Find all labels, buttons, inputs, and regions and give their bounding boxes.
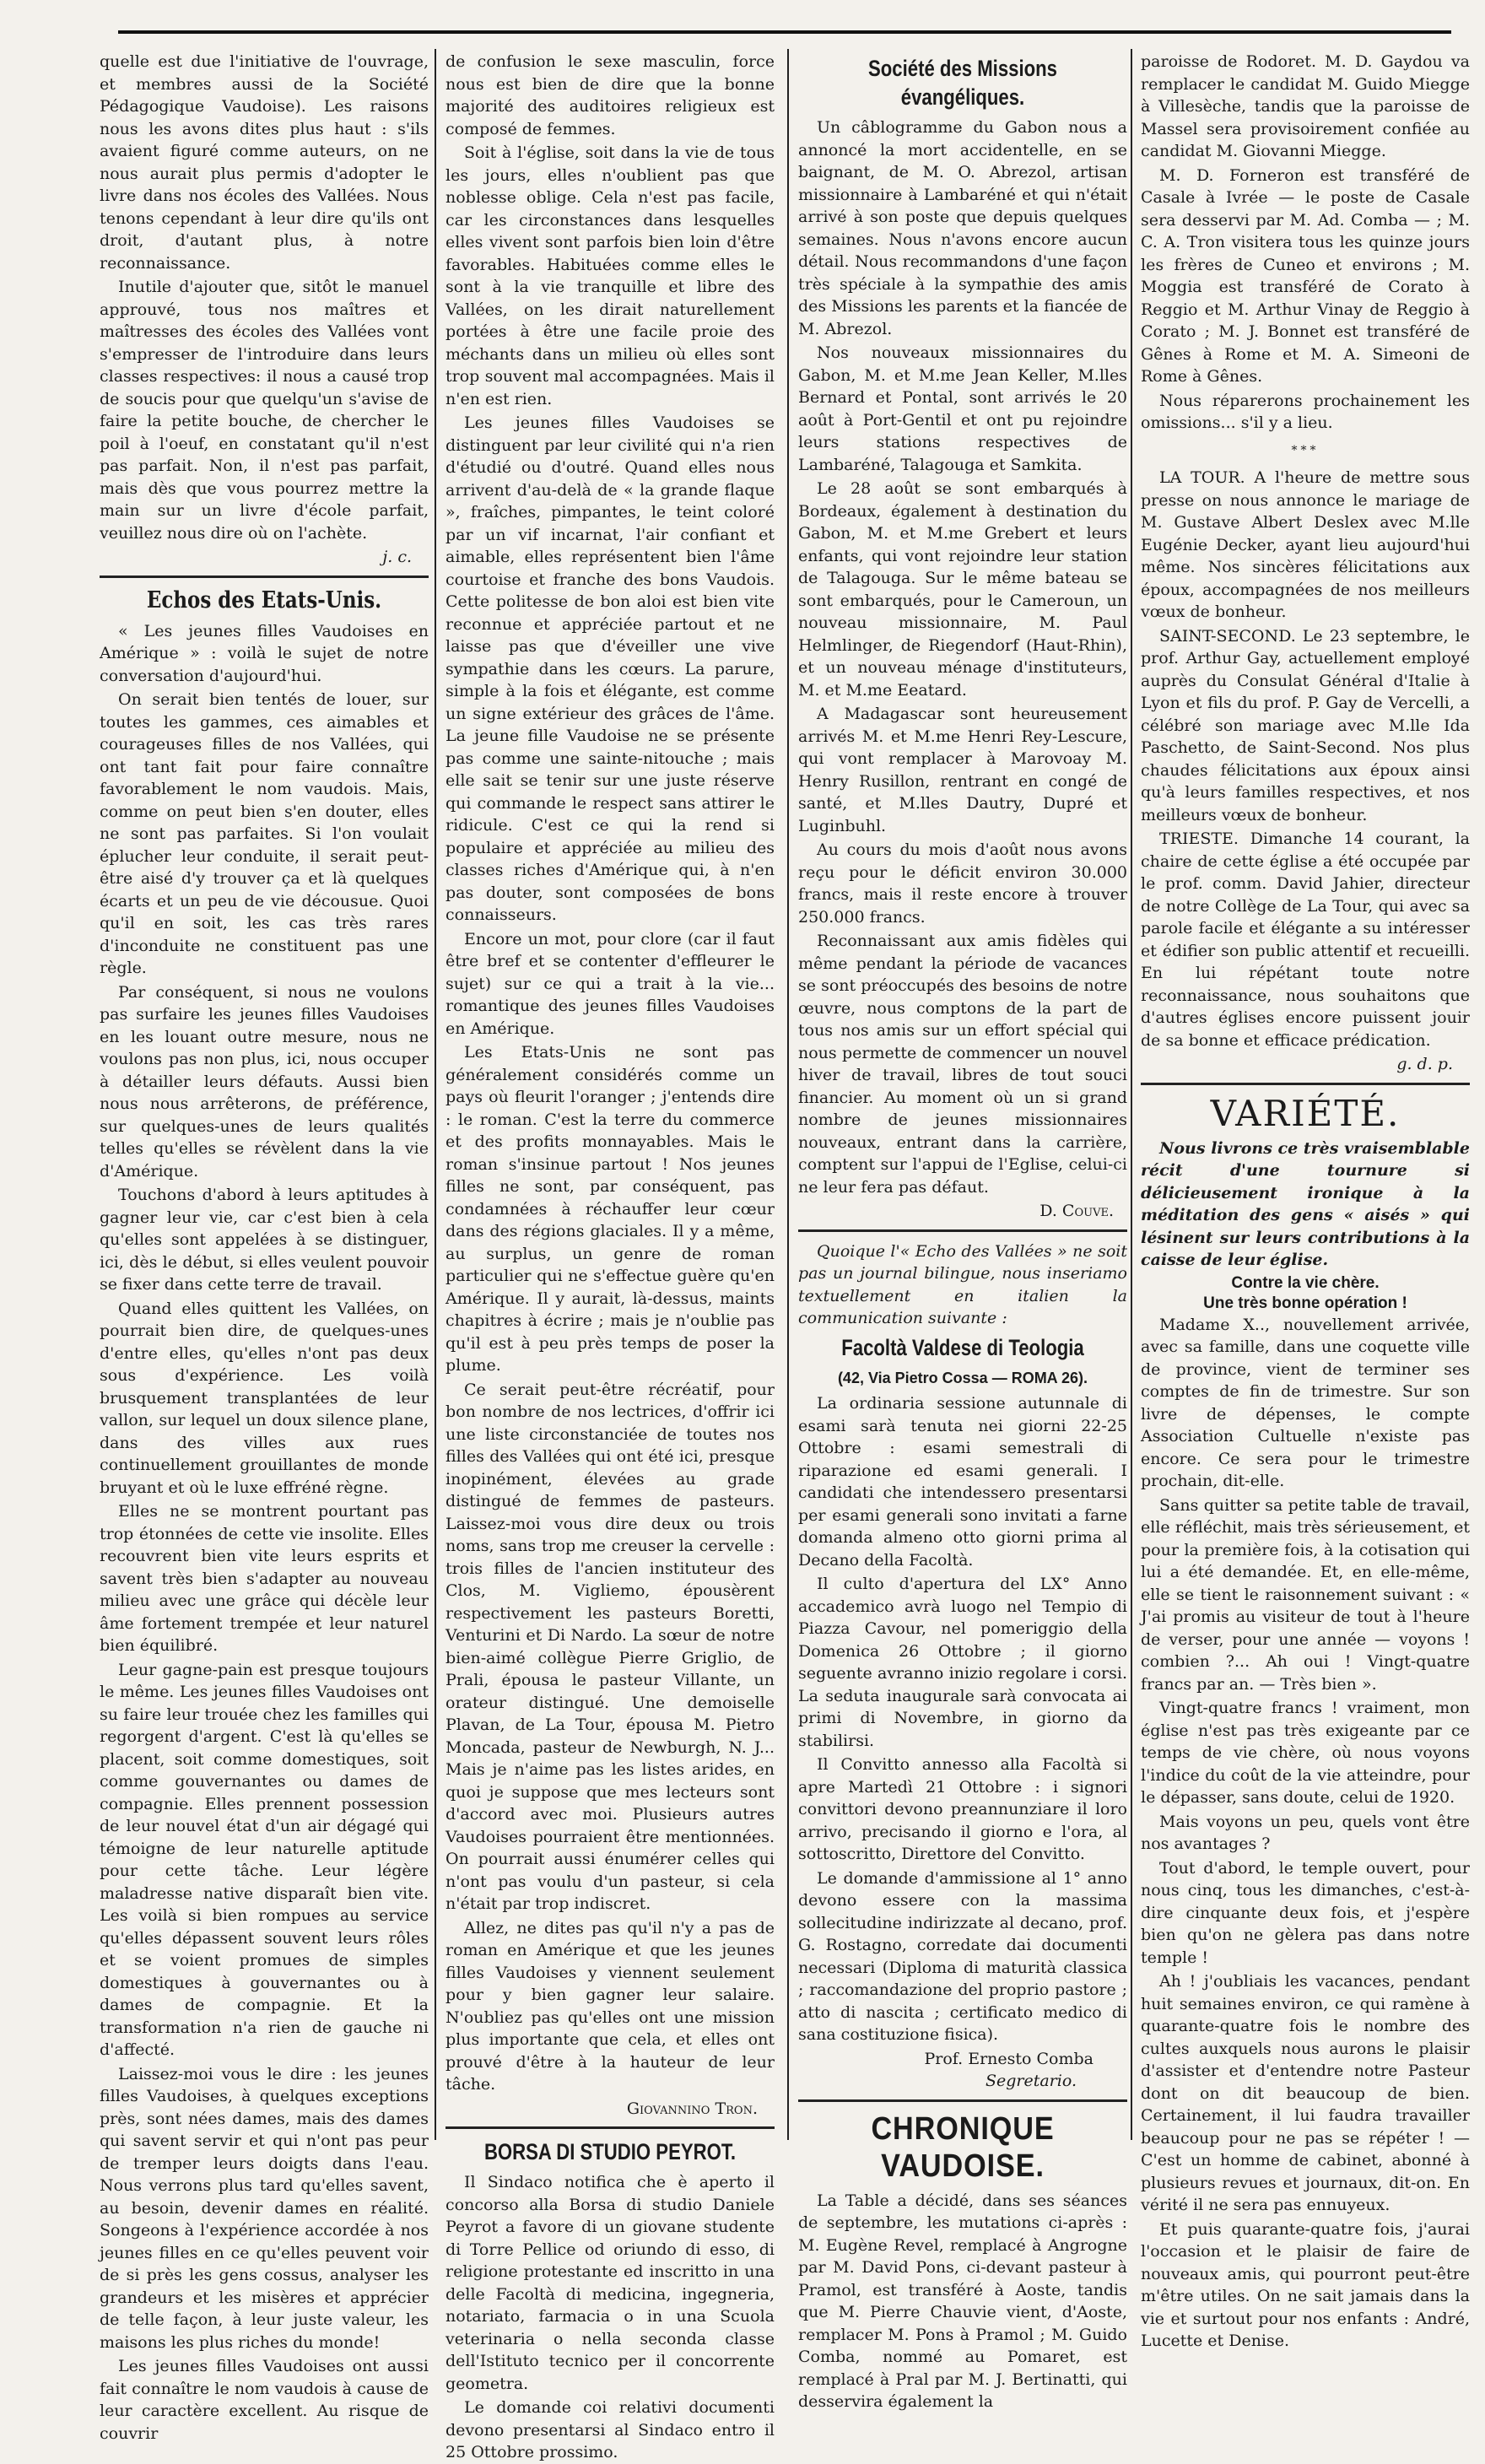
headline-chronique: CHRONIQUE VAUDOISE. — [871, 2110, 1055, 2184]
top-rule — [118, 30, 1451, 34]
headline-missions: Société des Missions évangéliques. — [868, 56, 1057, 110]
article-text: La ordinaria sessione autunnale di esami sarà tenuta nei giorni 22-25 Ottobre : esami semestrali di riparazione ed esami generali. I candidati che intendessero presentarsi per esami generali sono invitati a farne domanda almeno otto giorni prima al Decano della Facoltà. — [798, 1394, 1127, 1570]
article-text: Les jeunes filles Vaudoises se distinguent par leur civilité qui n'a rien d'étudié ou d'outré. Quand elles nous arrivent d'au-delà de « la grande flaque », fraîches, pimpantes, le teint coloré par un vif incarnat, l'air confiant et aimable, elles représentent bien l'âme courtoise et franche des bons Vaudois. Cette politesse de bon aloi est bien vite reconnue et appréciée partout et ne laisse pas que d'éveiller une vive sympathie dans les cœurs. La parure, simple à la fois et élégante, est comme un signe extérieur des grâces de l'âme. La jeune fille Vaudoise ne se présente pas comme une sainte-nitouche ; mais elle sait se tenir sur une juste réserve qui commande le respect sans attirer le ridicule. C'est ce qui la rend si populaire et appréciée au milieu des classes riches d'Amérique qui, à n'en pas douter, sont composées de bons connaisseurs. — [446, 413, 775, 924]
article-text: Tout d'abord, le temple ouvert, pour nous cinq, tous les dimanches, c'est-à-dire cinquante deux fois, et j'espère bien qu'on ne gèlera pas dans notre temple ! — [1141, 1858, 1470, 1967]
article-text: Touchons d'abord à leurs aptitudes à gagner leur vie, car c'est bien à cela qu'elles sont appelées à se distinguer, ici, dès le début, si elles veulent pouvoir se fixer dans cette terre de travail. — [100, 1186, 429, 1294]
editorial-note: Quoique l'« Echo des Vallées » ne soit pas un journal bilingue, nous inseriamo textuellement en italien la communication suivante : — [798, 1241, 1127, 1327]
article-text: Nos nouveaux missionnaires du Gabon, M. et M.me Jean Keller, M.lles Bernard et Pontal, sont arrivés le 20 août à Port-Gentil et ont pu rejoindre leurs stations respectives de Lambaréné, Talagouga et Samkita. — [798, 343, 1127, 474]
signature: j. c. — [382, 548, 412, 566]
article-text: Vingt-quatre francs ! vraiment, mon église n'est pas très exigeante par ce temps de vie chère, où nous voyons l'indice du coût de la vie atteindre, pour le dépasser, sans doute, celui de 1920. — [1141, 1699, 1470, 1807]
subheadline: Une très bonne opération ! — [1203, 1294, 1407, 1312]
signature: Giovannino Tron. — [626, 2099, 758, 2118]
article-text: paroisse de Rodoret. M. D. Gaydou va remplacer le candidat M. Guido Miegge à Villesèche, tandis que la paroisse de Massel sera provisoirement confiée au candidat M. Giovanni Miegge. — [1141, 52, 1470, 160]
column-2 — [446, 51, 775, 2461]
article-text: Soit à l'église, soit dans la vie de tous les jours, elles n'oublient pas que noblesse oblige. Cela n'est pas facile, car les circonstances dans lesquelles elles vivent sont parfois bien loin d'être favorables. Habituées comme elles le sont à la vie tranquille et libre des Vallées, on les dirait naturellement portées à être une facile proie des méchants dans un milieu où elles sont trop souvent mal accompagnées. Mais il n'en est rien. — [446, 143, 775, 408]
article-text: Encore un mot, pour clore (car il faut être bref et se contenter d'effleurer le sujet) sur ce qui a trait à la vie... romantique des jeunes filles Vaudoises en Amérique. — [446, 929, 775, 1038]
column-4 — [1141, 51, 1470, 2350]
article-text: de confusion le sexe masculin, force nous est bien de dire que la bonne majorité des auditoires religieux est composé de femmes. — [446, 52, 775, 138]
article-text: Nous réparerons prochainement les omissions... s'il y a lieu. — [1141, 391, 1470, 432]
article-text: On serait bien tentés de louer, sur toutes les gammes, ces aimables et courageuses filles de nos Vallées, qui ont tant fait pour faire connaître favorablement le nom vaudois. Mais, comme on peut bien s'en douter, elles ne sont pas parfaites. Si l'on voulait éplucher leur conduite, il serait peut-être aisé d'y trouver ça et là quelques écarts et un peu de vie décousue. Quoi qu'il en soit, les cas très rares d'inconduite ne constituent pas une règle. — [100, 690, 429, 977]
article-text: Un câblogramme du Gabon nous a annoncé la mort accidentelle, en se baignant, de M. O. Abrezol, artisan missionnaire à Lambaréné et qui n'était arrivé à son poste que depuis quelques semaines. Nous n'avons encore aucun détail. Nous recommandons d'une façon très spéciale à la sympathie des amis des Missions les parents et la fiancée de M. Abrezol. — [798, 118, 1127, 338]
article-text: Au cours du mois d'août nous avons reçu pour le déficit environ 30.000 francs, mais il reste encore à trouver 250.000 francs. — [798, 840, 1127, 927]
article-text: Leur gagne-pain est presque toujours le même. Les jeunes filles Vaudoises ont su faire leur trouée chez les familles qui regorgent d'argent. C'est là qu'elles se placent, soit comme domestiques, soit comme gouvernantes ou dames de compagnie. Elles prennent possession de leur nouvel état d'un air dégagé qui témoigne de leur naturelle aptitude pour cette tâche. Leur légère maladresse native disparaît bien vite. Les voilà si bien rompues au service qu'elles dépassent souvent leurs rôles et se voient promues de simples domestiques à gouvernantes ou à dames de compagnie. Et la transformation n'a rien de gauche ni d'affecté. — [100, 1660, 429, 2059]
headline-borsa: BORSA DI STUDIO PEYROT. — [483, 2139, 737, 2164]
article-text: Laissez-moi vous le dire : les jeunes filles Vaudoises, à quelques exceptions près, sont nées dames, mais des dames qui savent servir et qui n'ont pas peur de tremper leurs doigts dans l'eau. Nous verrons plus tard qu'elles savent, au besoin, devenir dames en réalité. Songeons à l'expérience accordée à nos jeunes filles en ce qu'elles peuvent voir de si près les gens cossus, analyser les grandeurs et les misères et apprécier de telle façon, à leur juste valeur, les maisons les plus riches du monde! — [100, 2064, 429, 2352]
article-text: A Madagascar sont heureusement arrivés M. et M.me Henri Rey-Lescure, qui vont remplacer à Marovoay M. Henry Rusillon, rentrant en congé de santé, et M.lles Dautry, Dupré et Luginbuhl. — [798, 705, 1127, 835]
signature: Prof. Ernesto Comba — [924, 2049, 1094, 2068]
headline-facolta: Facoltà Valdese di Teologia — [841, 1334, 1084, 1360]
article-text: Il Convitto annesso alla Facoltà si apre Martedì 21 Ottobre : i signori convittori devono preannunziare il loro arrivo, precisando il giorno e l'ora, al sottoscritto, Direttore del Convitto. — [798, 1755, 1127, 1863]
subheadline: Contre la vie chère. — [1231, 1273, 1380, 1292]
section-divider — [798, 1229, 1127, 1232]
signature-role: Segretario. — [985, 2072, 1077, 2090]
article-text: « Les jeunes filles Vaudoises en Amérique » : voilà le sujet de notre conversation d'aujourd'hui. — [100, 621, 429, 685]
article-text: Ce serait peut-être récréatif, pour bon nombre de nos lectrices, d'offrir ici une liste circonstanciée de toutes nos filles des Vallées qui ont été ici, presque inopinément, élevées au grade distingué de femmes de pasteurs. Laissez-moi vous dire deux ou trois noms, sans trop me creuser la cervelle : trois filles de l'ancien instituteur des Clos, M. Vigliemo, épousèrent respectivement les pasteurs Boretti, Venturini et Di Nardo. La sœur de notre bien-aimé collègue Pierre Griglio, de Prali, épousa le pasteur Villante, un orateur distingué. Une demoiselle Plavan, de La Tour, épousa M. Pietro Moncada, pasteur de Newburgh, N. J... Mais je n'aime pas les listes arides, en quoi je suppose que mes lecteurs sont d'accord avec moi. Plusieurs autres Vaudoises pourraient être mentionnées. On pourrait aussi énumérer celles qui n'ont pas voulu d'un pasteur, si cela n'était par trop indiscret. — [446, 1380, 775, 1913]
section-divider — [1141, 1083, 1470, 1085]
article-text: Inutile d'ajouter que, sitôt le manuel approuvé, tous nos maîtres et maîtresses des écoles des Vallées vont s'empresser de l'introduire dans leurs classes respectives: il nous a causé trop de soucis pour que quelqu'un s'avise de faire la petite bouche, de chercher le poil à l'oeuf, en constatant qu'il n'est pas parfait. Non, il n'est pas parfait, mais dès que vous pourrez mettre la main sur un livre d'école parfait, veuillez nous dire où on l'achète. — [100, 278, 429, 543]
article-text: Les Etats-Unis ne sont pas généralement considérés comme un pays où fleurit l'oranger ; j'entends dire : le roman. C'est la terre du commerce et des profits monnayables. Mais le roman s'insinue partout ! Nos jeunes filles ne sont, par conséquent, pas condamnées à réchauffer leur cœur dans des régions glaciales. Il y a même, au surplus, un genre de roman particulier qui ne s'effectue guère qu'en Amérique. Il y aurait, là-dessus, maints chapitres à écrire ; mais je n'oublie pas qu'il est à peu près temps de poser la plume. — [446, 1043, 775, 1375]
article-text: Mais voyons un peu, quels vont être nos avantages ? — [1141, 1812, 1470, 1853]
article-text: Elles ne se montrent pourtant pas trop étonnées de cette vie insolite. Elles recouvrent bien vite leurs esprits et savent très bien s'adapter au nouveau milieu avec une grâce qui décèle leur âme fortement trempée et leur naturel bien équilibré. — [100, 1502, 429, 1655]
column-3 — [798, 51, 1127, 2411]
article-text: Ah ! j'oubliais les vacances, pendant huit semaines environ, ce qui ramène à quarante-quatre fois le nombre des cultes auxquels nous aurons le plaisir d'assister et d'entendre notre Pasteur dont on dit beaucoup de bien. Certainement, il lui faudra travailler beaucoup pour ne pas se répéter ! — C'est un homme de cabinet, abonné à plusieurs revues et journaux, dit-on. En vérité il ne sera pas ennuyeux. — [1141, 1972, 1470, 2214]
facolta-address: (42, Via Pietro Cossa — ROMA 26). — [837, 1369, 1088, 1386]
column-divider — [435, 49, 436, 2140]
signature: g. d. p. — [1396, 1055, 1453, 1073]
section-divider — [798, 2099, 1127, 2102]
article-text: Il Sindaco notifica che è aperto il concorso alla Borsa di studio Daniele Peyrot a favore di un giovane studente di Torre Pellice od oriundo di esso, di religione protestante ed inscritto in una delle Facoltà di medicina, ingegneria, notariato, farmacia o in una Scuola veterinaria o nella seconda classe dell'Istituto tecnico per il concorrente geometra. — [446, 2173, 775, 2393]
article-text: LA TOUR. A l'heure de mettre sous presse on nous annonce le mariage de M. Gustave Albert Deslex avec M.lle Eugénie Decker, ayant lieu aujourd'hui même. Nos sincères félicitations aux époux, accompagnées de nos meilleurs vœux de bonheur. — [1141, 468, 1470, 621]
article-text: Le 28 août se sont embarqués à Bordeaux, également à destination du Gabon, M. et M.me Grebert et leurs enfants, qui vont rejoindre leur station de Talagouga. Sur le même bateau se sont embarqués, pour le Cameroun, un nouveau missionnaire, M. Paul Helmlinger, de Riegendorf (Haut-Rhin), et un nouveau ménage d'instituteurs, M. et M.me Eeatard. — [798, 479, 1127, 700]
separator-stars: *** — [1291, 443, 1320, 457]
article-text: Sans quitter sa petite table de travail, elle réfléchit, mais très sérieusement, et pour la première fois, à la cotisation qui lui a été demandée. Et, en elle-même, elle se tient le raisonnement suivant : « J'ai promis au visiteur de tout à l'heure de verser, pour une année — voyons ! combien ?... Ah oui ! Vingt-quatre francs par an. — Très bien ». — [1141, 1495, 1470, 1694]
section-divider — [446, 2126, 775, 2129]
article-text: Et puis quarante-quatre fois, j'aurai l'occasion et le plaisir de faire de nouveaux amis, qui pourront peut-être m'être utiles. On ne sait jamais dans la vie et surtout pour nos enfants : André, Lucette et Denise. — [1141, 2219, 1470, 2350]
headline-variete: VARIÉTÉ. — [1210, 1092, 1401, 1134]
column-1 — [100, 51, 429, 2443]
article-text: TRIESTE. Dimanche 14 courant, la chaire de cette église a été occupée par le prof. comm. David Jahier, directeur de notre Collège de La Tour, qui avec sa parole facile et élégante a su intéresser et édifier son public attentif et recueilli. En lui répétant toute notre reconnaissance, nous souhaitons que d'autres églises encore puissent jouir de sa bonne et efficace prédication. — [1141, 829, 1470, 1050]
article-text: Allez, ne dites pas qu'il n'y a pas de roman en Amérique et que les jeunes filles Vaudoises y viennent seulement pour y bien gagner leur salaire. N'oubliez pas qu'elles ont une mission plus importante que cela, et elles ont prouvé d'être à la hauteur de leur tâche. — [446, 1918, 775, 2094]
article-text: Les jeunes filles Vaudoises ont aussi fait connaître le nom vaudois à cause de leur caractère excellent. Au risque de couvrir — [100, 2357, 429, 2443]
signature: D. Couve. — [1040, 1202, 1114, 1220]
article-text: Le domande d'ammissione al 1° anno devono essere con la massima sollecitudine indirizzate al decano, prof. G. Rostagno, corredate dai documenti necessari (Diploma di maturità classica ; raccomandazione del proprio pastore ; atto di nascita ; certificato medico di sana costituzione fisica). — [798, 1868, 1127, 2044]
article-text: Quand elles quittent les Vallées, on pourrait bien dire, de quelques-unes d'entre elles, qu'elles n'ont pas deux sous d'expérience. Les voilà brusquement transplantées de leur vallon, sur lequel un doux silence plane, dans des villes aux rues continuellement grouillantes de monde bruyant et où le luxe effréné règne. — [100, 1299, 429, 1497]
article-text: Par conséquent, si nous ne voulons pas surfaire les jeunes filles Vaudoises en les louant outre mesure, nous ne voulons pas non plus, ici, nous occuper à détailler leurs défauts. Aussi bien nous nous arrêterons, de préférence, sur quelques-unes de leurs qualités telles qu'elles se révèlent dans la vie d'Amérique. — [100, 982, 429, 1181]
article-text: Il culto d'apertura del LX° Anno accademico avrà luogo nel Tempio di Piazza Cavour, nel pomeriggio della Domenica 26 Ottobre ; il giorno seguente avranno inizio regolare i corsi. La seduta inaugurale sarà convocata ai primi di Novembre, in giorno da stabilirsi. — [798, 1575, 1127, 1750]
article-text: quelle est due l'initiative de l'ouvrage, et membres aussi de la Société Pédagogique Vaudoise). Les raisons nous les avons dites plus haut : s'ils avaient figuré comme auteurs, on ne nous aurait plus permis d'adopter le livre dans nos écoles des Vallées. Nous tenons cependant à leur dire qu'ils ont droit, d'autant plus, à notre reconnaissance. — [100, 52, 429, 273]
article-text: Madame X.., nouvellement arrivée, avec sa famille, dans une coquette ville de province, vient de terminer ses comptes de fin de trimestre. Sur son livre de dépenses, le compte Association Cultuelle n'existe pas encore. Ce sera pour le trimestre prochain, dit-elle. — [1141, 1315, 1470, 1490]
column-divider — [1131, 49, 1132, 2140]
article-text: Le domande coi relativi documenti devono presentarsi al Sindaco entro il 25 Ottobre prossimo. — [446, 2398, 775, 2461]
article-text: Reconnaissant aux amis fidèles qui même pendant la période de vacances se sont préoccupés des besoins de notre œuvre, nous comptons de la part de tous nos amis sur un effort spécial qui nous permette de commencer un nouvel hiver de travail, libres de tout souci financier. Au moment où un si grand nombre de jeunes missionnaires nouveaux, entrant dans la carrière, comptent sur l'appui de l'Eglise, celui-ci ne leur fera pas défaut. — [798, 932, 1127, 1197]
headline-echos: Echos des Etats-Unis. — [146, 586, 382, 613]
column-divider — [787, 49, 789, 2140]
article-text: La Table a décidé, dans ses séances de septembre, les mutations ci-après : M. Eugène Revel, remplacé à Angrogne par M. David Pons, ci-devant pasteur à Pramol, est transféré à Aoste, tandis que M. Pierre Chauvie vient, d'Aoste, remplacer M. Pons à Pramol ; M. Guido Comba, nommé au Pomaret, est remplacé à Pral par M. J. Bertinatti, qui desservira également la — [798, 2191, 1127, 2411]
editorial-note: Nous livrons ce très vraisemblable récit d'une tournure si délicieusement ironique à la méditation des gens « aisés » qui lésinent sur leurs contributions à la caisse de leur église. — [1141, 1138, 1470, 1269]
section-divider — [100, 575, 429, 578]
article-text: SAINT-SECOND. Le 23 septembre, le prof. Arthur Gay, actuellement employé auprès du Consulat Général d'Italie à Lyon et fils du prof. P. Gay de Vercelli, a célébré son mariage avec M.lle Ida Paschetto, de Saint-Second. Nos plus chaudes félicitations aux époux ainsi qu'à leurs familles respectives, et nos meilleurs vœux de bonheur. — [1141, 626, 1470, 824]
article-text: M. D. Forneron est transféré de Casale à Ivrée — le poste de Casale sera desservi par M. Ad. Comba — ; M. C. A. Tron visitera tous les quinze jours les frères de Cuneo et environs ; M. Moggia est transféré de Corato à Reggio et M. Arthur Vinay de Reggio à Corato ; M. J. Bonnet est transféré de Gênes à Rome et M. A. Simeoni de Rome à Gênes. — [1141, 165, 1470, 386]
